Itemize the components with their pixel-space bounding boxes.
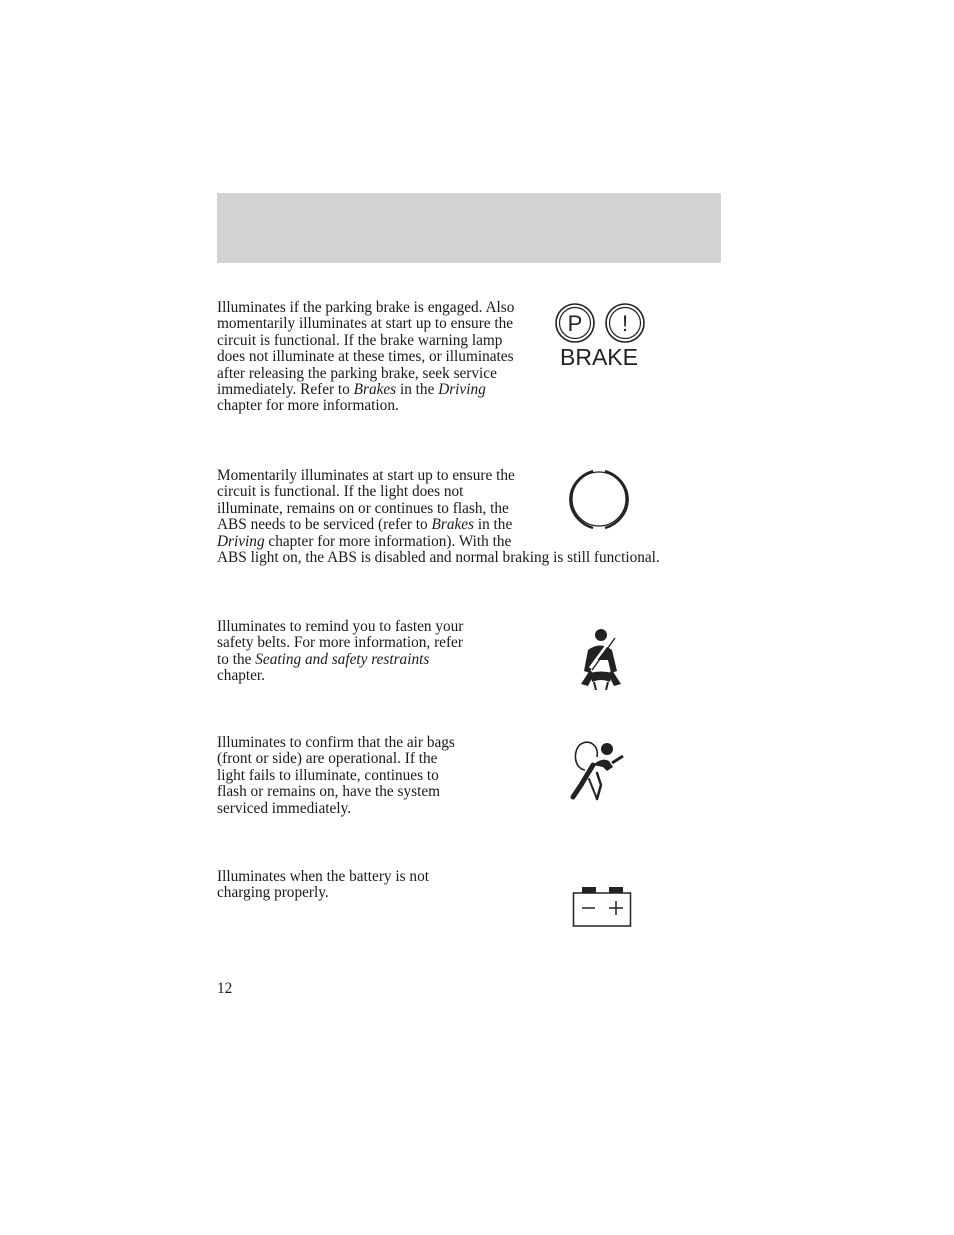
battery-description: Illuminates when the battery is not charging properly. <box>217 868 429 902</box>
brake-text-1: Illuminates if the parking brake is engaged. Also momentarily illuminates at start up to ensure the circuit is functional. If the brake warning lamp does not illuminate at these times, or illuminates after releasing the parking brake, seek service immediately. Refer to <box>217 299 515 399</box>
abs-section <box>217 468 721 566</box>
abs-warning-icon <box>521 468 721 550</box>
seatbelt-text-2: chapter. <box>217 667 265 685</box>
brake-warning-icon <box>521 300 721 385</box>
abs-text-2: in the <box>474 516 513 534</box>
airbag-section <box>217 735 721 817</box>
abs-ref-driving: Driving <box>217 532 265 550</box>
page-number: 12 <box>217 980 233 997</box>
brake-text-3: chapter for more information. <box>217 397 399 415</box>
airbag-warning-symbol <box>567 739 633 801</box>
brake-icon-exclamation: ! <box>621 311 629 336</box>
seatbelt-text-1: Illuminates to remind you to fasten your safety belts. For more information, refer to the <box>217 618 464 668</box>
brake-text-2: in the <box>396 381 439 399</box>
seatbelt-ref-seating: Seating and safety restraints <box>255 650 430 668</box>
brake-ref-driving: Driving <box>438 381 486 399</box>
seatbelt-warning-symbol <box>572 628 628 690</box>
battery-warning-icon <box>571 885 633 929</box>
abs-text-3: chapter for more information). With the ABS light on, the ABS is disabled and normal braking is still functional. <box>217 532 660 567</box>
abs-ref-brakes: Brakes <box>431 516 474 534</box>
brake-warning-symbol <box>521 300 721 372</box>
battery-warning-symbol <box>571 885 633 929</box>
brake-icon-p: P <box>567 311 583 336</box>
abs-text-1: Momentarily illuminates at start up to ensure the circuit is functional. If the light does not illuminate, remains on or continues to flash, the ABS needs to be serviced (refer to <box>217 467 515 534</box>
airbag-warning-icon <box>567 739 633 801</box>
brake-icon-label: BRAKE <box>560 344 638 370</box>
brake-section <box>217 300 721 415</box>
abs-warning-symbol <box>521 468 721 534</box>
battery-section <box>217 869 721 902</box>
header-band <box>217 193 721 263</box>
seatbelt-description <box>217 619 467 685</box>
brake-ref-brakes: Brakes <box>353 381 397 399</box>
seatbelt-section <box>217 619 721 685</box>
airbag-description: Illuminates to confirm that the air bags (front or side) are operational. If the light fails to illuminate, continues to flash or remains on, have the system serviced immediately. <box>217 734 455 817</box>
seatbelt-warning-icon <box>572 628 628 690</box>
